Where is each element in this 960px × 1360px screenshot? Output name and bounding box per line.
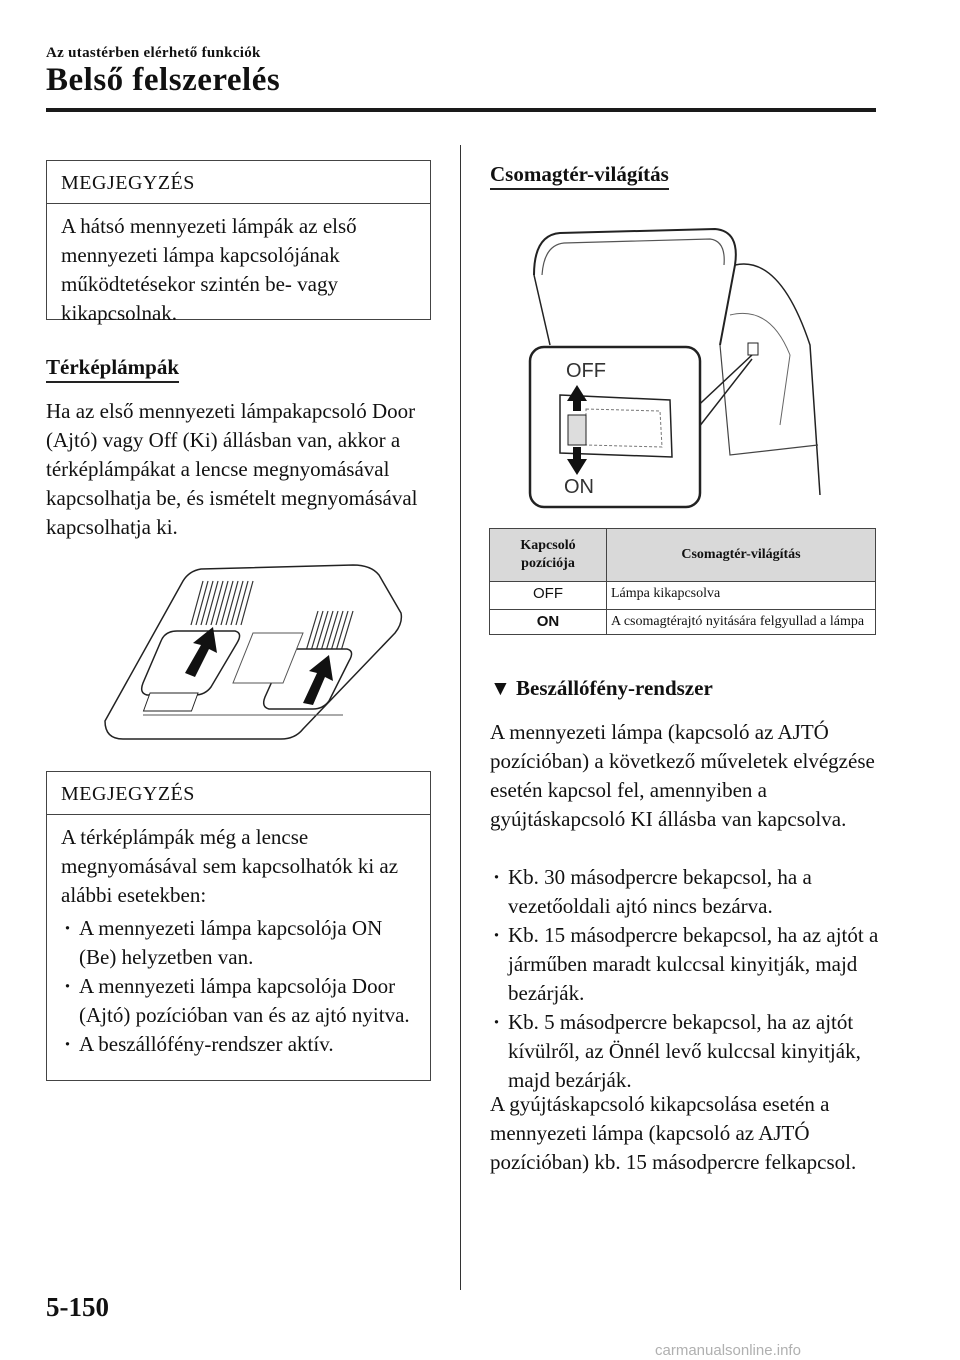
page-title: Belső felszerelés [46,62,281,98]
note-bullet: · A mennyezeti lámpa kapcsolója ON (Be) helyzetben van. [61,914,416,972]
table-header-lamp: Csomagtér-világítás [607,529,876,582]
table-cell-description: A csomagtérajtó nyitására felgyullad a lámpa [607,610,876,635]
entry-light-text: A mennyezeti lámpa (kapcsoló az AJTÓ pozícióban) a következő műveletek elvégzése esetén kapcsol fel, amennyiben a gyújtáskapcsoló KI állásba van kapcsolva. [490,720,875,831]
overhead-console-drawing [103,553,403,743]
table-header-position: Kapcsoló pozíciója [490,529,607,582]
watermark-text: carmanualsonline.info [655,1342,801,1359]
note-box-map-lamps [46,771,431,1081]
table-row [490,610,876,635]
section-label: Az utastérben elérhető funkciók [46,45,261,61]
note-bullet: · A mennyezeti lámpa kapcsolója Door (Ajtó) pozícióban van és az ajtó nyitva. [61,972,416,1030]
note-box-rear-lamps [46,160,431,325]
map-lamp-heading-wrap [46,355,179,383]
ignition-off-text: A gyújtáskapcsoló kikapcsolása esetén a mennyezeti lámpa (kapcsoló az AJTÓ pozícióban) kb. 15 másodpercre felkapcsol. [490,1092,857,1174]
cargo-lamp-table [489,528,876,635]
entry-light-list [490,863,880,1095]
list-item: · Kb. 5 másodpercre bekapcsol, ha az ajtót kívülről, az Önnél levő kulccsal kinyitják, majd bezárják. [490,1008,880,1095]
table-header-row [490,529,876,582]
table-cell-description: Lámpa kikapcsolva [607,582,876,610]
list-item: · Kb. 15 másodpercre bekapcsol, ha az ajtót a járműben maradt kulccsal kinyitják, majd bezárják. [490,921,880,1008]
map-lamp-heading: Térképlámpák [46,355,179,383]
page-number: 5-150 [46,1292,109,1322]
note-label: MEGJEGYZÉS [47,161,430,204]
title-rule [46,108,876,112]
table-cell-position: ON [490,610,607,635]
map-lamp-text: Ha az első mennyezeti lámpakapcsoló Door (Ajtó) vagy Off (Ki) állásban van, akkor a térképlámpákat a lencse megnyomásával kapcsolhatja be, és ismételt megnyomásával kapcsolhatja ki. [46,399,418,539]
entry-light-heading: ▼ Beszállófény-rendszer [490,676,713,700]
cargo-lamp-heading: Csomagtér-világítás [490,162,669,190]
list-item: · Kb. 30 másodpercre bekapcsol, ha a vezetőoldali ajtó nincs bezárva. [490,863,880,921]
table-row [490,582,876,610]
table-cell-position: OFF [490,582,607,610]
note-text: A hátsó mennyezeti lámpák az első mennyezeti lámpa kapcsolójának működtetésekor szintén be- vagy kikapcsolnak. [61,214,357,325]
cargo-switch-drawing [520,225,825,515]
switch-off-label: OFF [566,360,606,382]
column-divider [460,145,461,1290]
note-label: MEGJEGYZÉS [47,772,430,815]
cargo-heading-wrap [490,162,669,190]
map-lamp-illustration [103,553,403,743]
note-bullet: · A beszállófény-rendszer aktív. [61,1030,416,1059]
note-intro: A térképlámpák még a lencse megnyomásával sem kapcsolhatók ki az alábbi esetekben: [61,825,399,907]
cargo-lamp-illustration [520,225,825,515]
switch-on-label: ON [564,476,594,498]
